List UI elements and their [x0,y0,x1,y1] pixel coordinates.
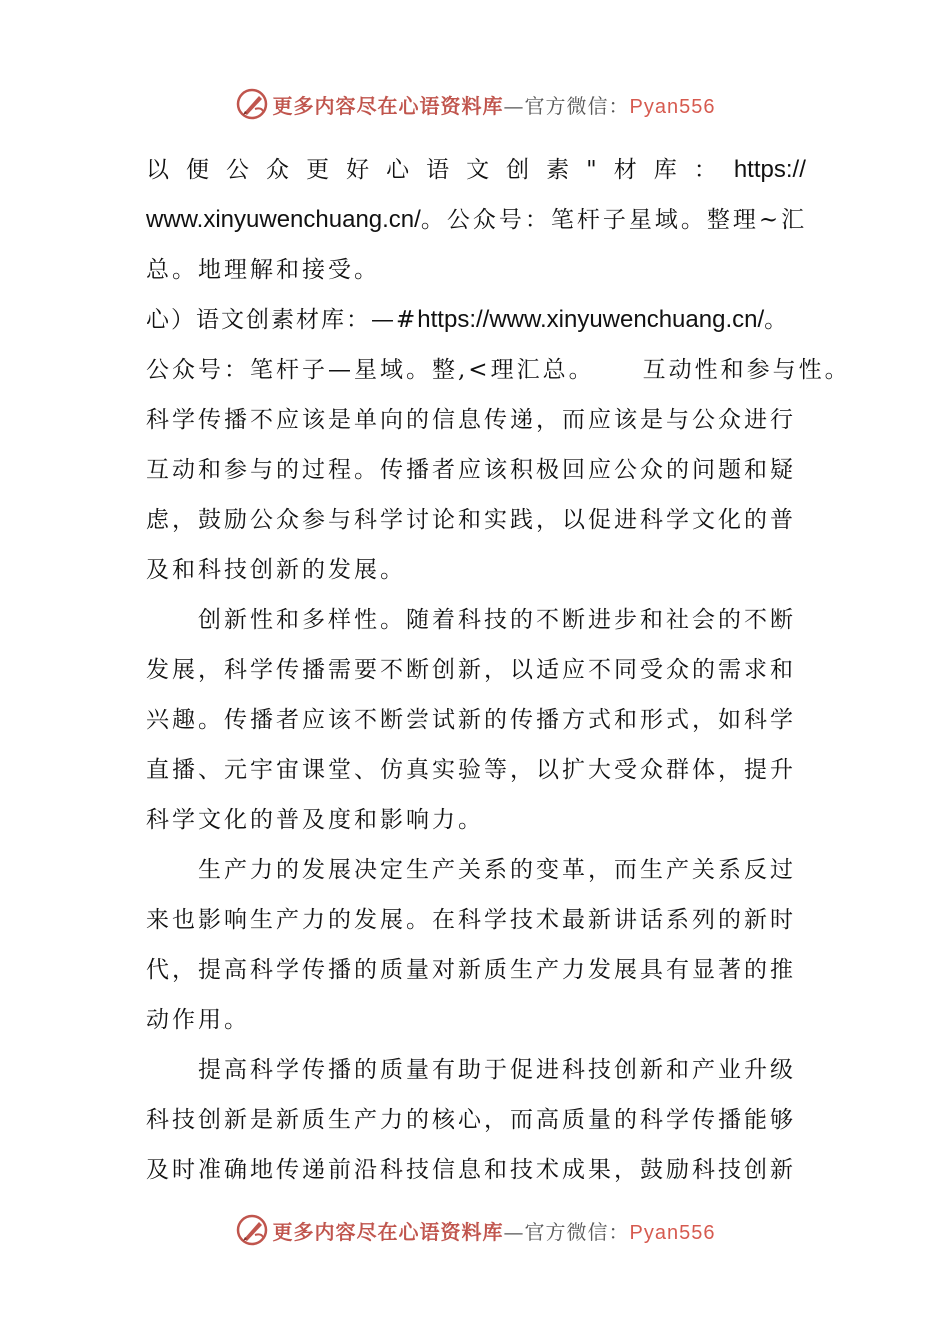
pen-logo-icon [235,1213,269,1247]
paragraph-line: 及和科技创新的发展。 [146,557,406,583]
paragraph-line: 生产力的发展决定生产关系的变革，而生产关系反过 [198,857,796,883]
paragraph-line: 发展，科学传播需要不断创新，以适应不同受众的需求和 [146,657,796,683]
pen-logo-icon [235,87,269,121]
document-body [146,145,851,1195]
paragraph-2 [146,595,806,845]
paragraph-line: 代，提高科学传播的质量对新质生产力发展具有显著的推 [146,957,796,983]
paragraph-line: 科学传播不应该是单向的信息传递，而应该是与公众进行 [146,407,796,433]
char: 便 [186,157,210,183]
paragraph-line: 兴趣。传播者应该不断尝试新的传播方式和形式，如科学 [146,707,796,733]
paragraph-line: 科学文化的普及度和影响力。 [146,807,484,833]
paragraph-line: 及时准确地传递前沿科技信息和技术成果，鼓励科技创新 [146,1157,796,1183]
url-link[interactable]: https://www.xinyuwenchuang.cn/ [417,306,765,333]
paragraph-line: 动作用。 [146,1007,250,1033]
text-line-4 [146,295,806,345]
char: 语 [426,157,450,183]
char: 创 [506,157,530,183]
char: 公 [226,157,250,183]
header-banner [0,82,950,126]
paragraph-line: 来也影响生产力的发展。在科学技术最新讲话系列的新时 [146,907,796,933]
line-text: 。公众号：笔杆子星域。整理~汇 [420,207,808,233]
char: 素 [546,157,570,183]
banner-dash: — [503,1219,525,1244]
text-line-5 [146,345,851,395]
banner-text [273,90,716,119]
banner-account: Pyan556 [629,95,716,118]
char: 材 [613,157,637,183]
paragraph-line: 提高科学传播的质量有助于促进科技创新和产业升级 [198,1057,796,1083]
char: " [586,157,597,183]
line-text: 心）语文创素材库：—# [146,307,418,333]
paragraph-line: 创新性和多样性。随着科技的不断进步和社会的不断 [198,607,796,633]
char: 库 [653,157,677,183]
banner-brand: 更多内容尽在心语资料库 [272,1219,504,1244]
char: 更 [306,157,330,183]
char: 心 [386,157,410,183]
char: 文 [466,157,490,183]
char: 好 [346,157,370,183]
line-text: 。 [764,307,790,333]
text-line-2 [146,195,806,245]
banner-text [273,1216,716,1245]
banner-account: Pyan556 [629,1221,716,1244]
banner-dash: — [503,93,525,118]
text-line-1 [146,145,806,195]
footer-banner [0,1208,950,1252]
paragraph-line: 直播、元宇宙课堂、仿真实验等，以扩大受众群体，提升 [146,757,796,783]
banner-official: 官方微信： [524,1219,630,1244]
char: 众 [266,157,290,183]
text-line-3: 总。地理解和接受。 [146,257,380,283]
banner-official: 官方微信： [524,93,630,118]
paragraph-4 [146,1045,806,1195]
paragraph-3 [146,845,806,1045]
banner-brand: 更多内容尽在心语资料库 [272,93,504,118]
paragraph-line: 科技创新是新质生产力的核心，而高质量的科学传播能够 [146,1107,796,1133]
paragraph-1 [146,395,806,595]
line-text: 公众号：笔杆子—星域。整,<理汇总。 [146,357,595,383]
char: ： [693,157,717,183]
paragraph-line: 互动和参与的过程。传播者应该积极回应公众的问题和疑 [146,457,796,483]
char: 以 [146,157,169,183]
line-text: 互动性和参与性。 [642,357,851,383]
paragraph-line: 虑，鼓励公众参与科学讨论和实践，以促进科学文化的普 [146,507,796,533]
url-link[interactable]: www.xinyuwenchuang.cn/ [146,206,421,233]
url-link[interactable]: https:// [733,156,806,183]
